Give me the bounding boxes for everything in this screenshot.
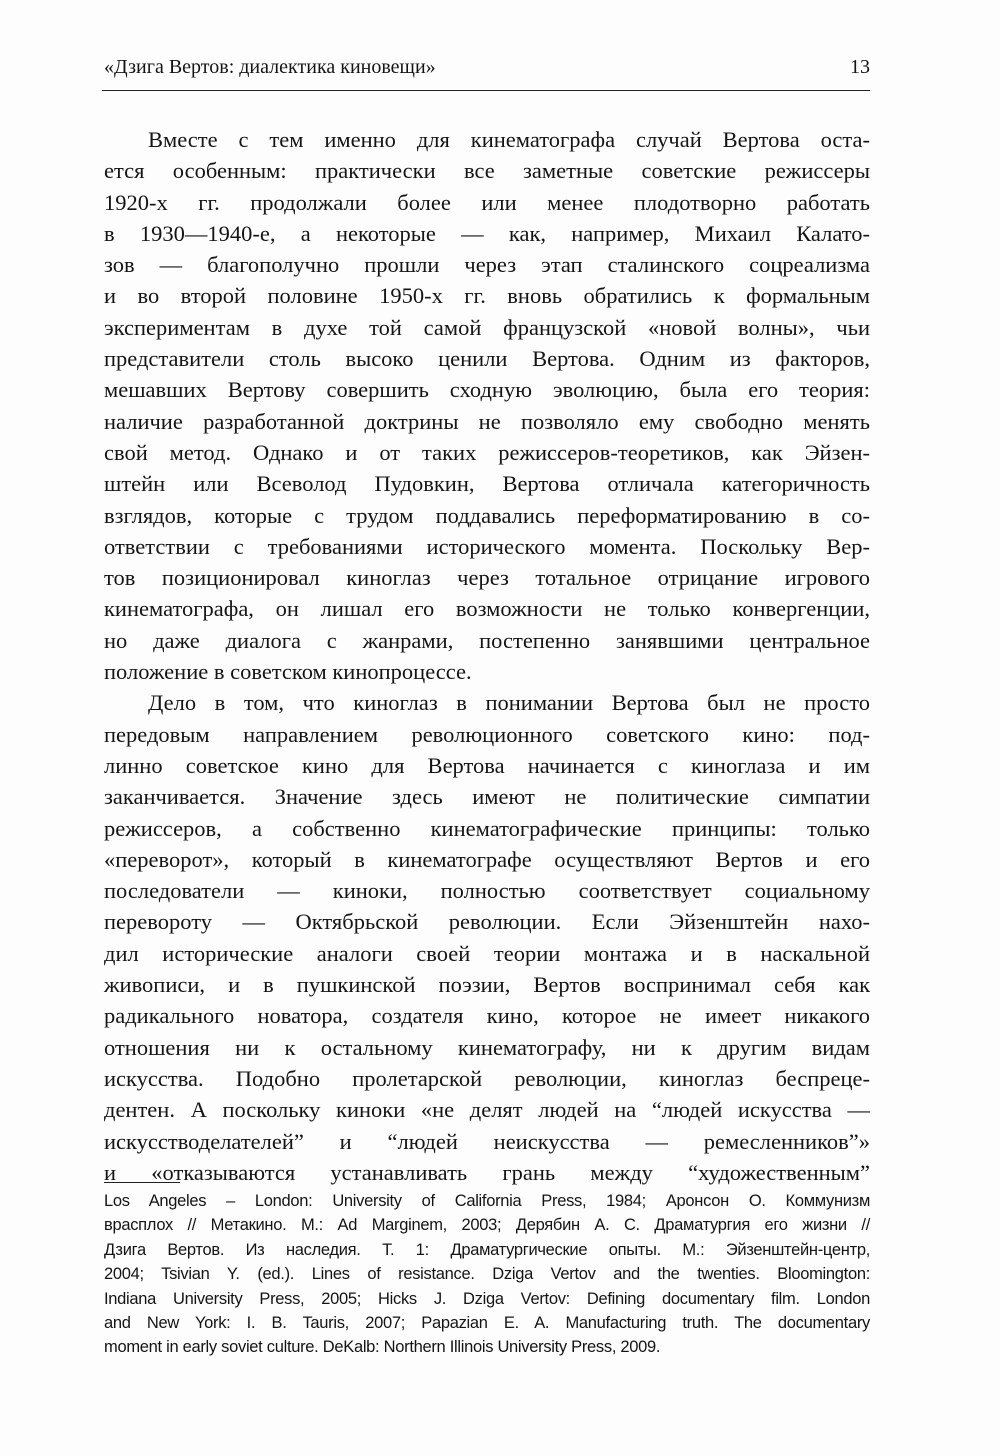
footnote-line: 2004; Tsivian Y. (ed.). Lines of resistance. Dziga Vertov and the twenties. Bloomington: — [104, 1265, 870, 1284]
body-line: тов позиционировал киноглаз через тотальное отрицание игрового — [104, 565, 870, 591]
body-line: ответствии с требованиями исторического момента. Поскольку Вер- — [104, 533, 870, 559]
body-line: взглядов, которые с трудом поддавались переформатированию в со- — [104, 502, 870, 528]
header-rule — [102, 90, 870, 91]
body-line: представители столь высоко ценили Вертова. Одним из факторов, — [104, 346, 870, 372]
body-line: свой метод. Однако и от таких режиссеров-теоретиков, как Эйзен- — [104, 439, 870, 465]
body-line: последователи — киноки, полностью соответствует социальному — [104, 878, 870, 904]
footnote-line: Indiana University Press, 2005; Hicks J. Dziga Vertov: Defining documentary film. London — [104, 1289, 870, 1308]
body-line: радикального новатора, создателя кино, которое не имеет никакого — [104, 1003, 870, 1029]
running-title: «Дзига Вертов: диалектика киновещи» — [104, 56, 436, 78]
body-line: кинематографа, он лишал его возможности не только конвергенции, — [104, 596, 870, 622]
body-line: линно советское кино для Вертова начинается с киноглаза и им — [104, 752, 870, 778]
body-line: передовым направлением революционного советского кино: под- — [104, 721, 870, 747]
body-line: зов — благополучно прошли через этап сталинского соцреализма — [104, 252, 870, 278]
body-line: живописи, и в пушкинской поэзии, Вертов воспринимал себя как — [104, 972, 870, 998]
body-line: и «отказываются устанавливать грань между “художественным” — [104, 1159, 870, 1185]
footnote-rule — [104, 1182, 180, 1183]
body-line: мешавших Вертову совершить сходную эволюцию, была его теория: — [104, 377, 870, 403]
body-line: ется особенным: практически все заметные советские режиссеры — [104, 158, 870, 184]
footnote-line: Los Angeles – London: University of California Press, 1984; Аронсон О. Коммунизм — [104, 1192, 870, 1210]
body-line: дил исторические аналоги своей теории монтажа и в наскальной — [104, 940, 870, 966]
body-text — [104, 124, 870, 1188]
body-line: искусстводелателей” и “людей неискусства — ремесленников”» — [104, 1128, 870, 1154]
page-number: 13 — [850, 56, 870, 78]
body-line: заканчивается. Значение здесь имеют не политические симпатии — [104, 784, 870, 810]
body-line: режиссеров, а собственно кинематографические принципы: только — [104, 815, 870, 841]
body-line: Дело в том, что киноглаз в понимании Вертова был не просто — [148, 690, 870, 716]
footnote-line: врасплох // Метакино. М.: Ad Marginem, 2003; Дерябин А. С. Драматургия его жизни // — [104, 1216, 870, 1235]
body-line: экспериментам в духе той самой французской «новой волны», чьи — [104, 314, 870, 340]
body-line: дентен. А поскольку киноки «не делят людей на “людей искусства — — [104, 1097, 870, 1123]
body-line: наличие разработанной доктрины не позволяло ему свободно менять — [104, 408, 870, 434]
footnote-text — [104, 1189, 870, 1360]
body-line: и во второй половине 1950-х гг. вновь обратились к формальным — [104, 283, 870, 309]
footnote-line: Дзига Вертов. Из наследия. Т. 1: Драматургические опыты. М.: Эйзенштейн-центр, — [104, 1240, 870, 1259]
body-line: отношения ни к остальному кинематографу, ни к другим видам — [104, 1034, 870, 1060]
footnote-line: moment in early soviet culture. DeKalb: Northern Illinois University Press, 2009. — [104, 1338, 661, 1357]
body-line: положение в советском кинопроцессе. — [104, 659, 472, 685]
running-header — [104, 56, 870, 79]
body-line: Вместе с тем именно для кинематографа случай Вертова оста- — [148, 127, 870, 152]
body-line: «переворот», который в кинематографе осуществляют Вертов и его — [104, 846, 870, 872]
body-line: искусства. Подобно пролетарской революции, киноглаз беспреце- — [104, 1065, 870, 1091]
body-line: штейн или Всеволод Пудовкин, Вертова отличала категоричность — [104, 471, 870, 497]
body-line: но даже диалога с жанрами, постепенно занявшими центральное — [104, 627, 870, 653]
footnote-line: and New York: I. B. Tauris, 2007; Papazian E. A. Manufacturing truth. The documentary — [104, 1313, 870, 1332]
body-line: 1920-х гг. продолжали более или менее плодотворно работать — [104, 189, 870, 215]
body-line: в 1930—1940-е, а некоторые — как, например, Михаил Калато- — [104, 220, 870, 246]
body-line: перевороту — Октябрьской революции. Если Эйзенштейн нахо- — [104, 909, 870, 935]
